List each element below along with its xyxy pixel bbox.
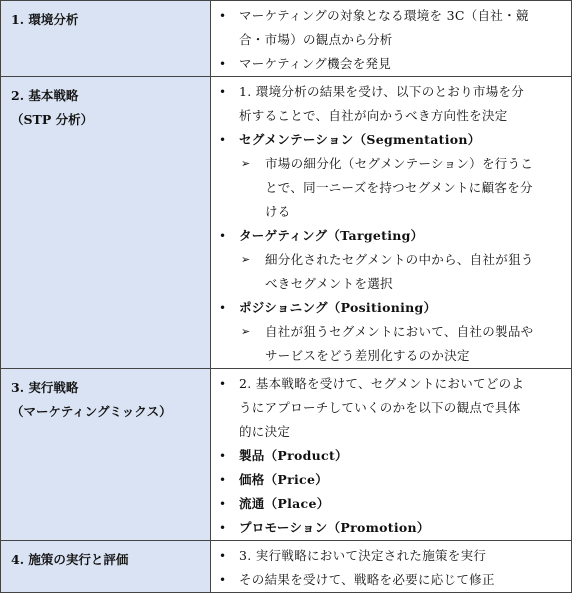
bullet-item [217,516,567,540]
step-heading-cell [1,77,211,369]
sub-bullet-item [217,320,567,368]
bullet-icon: • [219,449,227,463]
bullet-item [217,568,567,592]
bullet-item [217,372,567,444]
step-heading-cell [1,541,211,593]
bullet-icon: • [219,377,227,391]
sub-bullet-item [217,248,567,296]
bullet-icon: • [219,573,227,587]
item-text-line: 価格（Price） [239,472,328,487]
step-heading: 4. 施策の実行と評価 [11,552,129,567]
item-text-line: 析することで、自社が向かうべき方向性を決定 [239,108,508,123]
bullet-item [217,468,567,492]
step-heading: 1. 環境分析 [11,12,79,27]
step-heading: 3. 実行戦略 [11,380,79,395]
item-text-line: ターゲティング（Targeting） [239,228,424,243]
bullet-item [217,52,567,76]
item-text-line: ポジショニング（Positioning） [239,300,437,315]
bullet-item [217,4,567,52]
step-heading: 2. 基本戦略 [11,88,79,103]
bullet-item [217,544,567,568]
bullet-item [217,492,567,516]
item-text-line: 2. 基本戦略を受けて、セグメントにおいてどのよ [239,376,525,391]
bullet-icon: • [219,57,227,71]
arrow-bullet-icon: ➢ [241,157,251,170]
bullet-item [217,296,567,320]
step-description-cell [211,369,572,541]
table-row [1,541,572,593]
item-text-line: 流通（Place） [239,496,330,511]
item-text-line: 合・市場）の観点から分析 [239,32,393,47]
item-text-line: 市場の細分化（セグメンテーション）を行うこ [265,156,534,171]
step-heading: （STP 分析） [11,112,94,127]
item-text-line: 細分化されたセグメントの中から、自社が狙う [265,252,534,267]
arrow-bullet-icon: ➢ [241,253,251,266]
bullet-icon: • [219,301,227,315]
item-text-line: サービスをどう差別化するのか決定 [265,348,470,363]
bullet-item [217,444,567,468]
step-heading: （マーケティングミックス） [11,404,172,419]
item-text-line: 的に決定 [239,424,291,439]
bullet-icon: • [219,473,227,487]
table-row [1,1,572,77]
item-text-line: とで、同一ニーズを持つセグメントに顧客を分 [265,180,533,195]
step-description-cell [211,1,572,77]
bullet-icon: • [219,549,227,563]
item-text-line: ける [265,204,291,219]
bullet-icon: • [219,521,227,535]
item-text-line: マーケティングの対象となる環境を 3C（自社・競 [239,8,529,23]
sub-bullet-item [217,152,567,224]
step-heading-cell [1,1,211,77]
item-text-line: 自社が狙うセグメントにおいて、自社の製品や [265,324,534,339]
bullet-item [217,80,567,128]
bullet-icon: • [219,9,227,23]
bullet-icon: • [219,229,227,243]
bullet-icon: • [219,497,227,511]
item-text-line: べきセグメントを選択 [265,276,393,291]
table-row [1,369,572,541]
bullet-item [217,224,567,248]
arrow-bullet-icon: ➢ [241,325,251,338]
item-text-line: マーケティング機会を発見 [239,56,392,71]
step-description-cell [211,77,572,369]
item-text-line: 3. 実行戦略において決定された施策を実行 [239,548,487,563]
item-text-line: 製品（Product） [239,448,348,463]
step-heading-cell [1,369,211,541]
bullet-icon: • [219,85,227,99]
item-text-line: プロモーション（Promotion） [239,520,430,535]
item-text-line: その結果を受けて、戦略を必要に応じて修正 [239,572,495,587]
step-description-cell [211,541,572,593]
bullet-icon: • [219,133,227,147]
bullet-item [217,128,567,152]
item-text-line: うにアプローチしていくのかを以下の観点で具体 [239,400,521,415]
table-row [1,77,572,369]
item-text-line: 1. 環境分析の結果を受け、以下のとおり市場を分 [239,84,525,99]
item-text-line: セグメンテーション（Segmentation） [239,132,481,147]
